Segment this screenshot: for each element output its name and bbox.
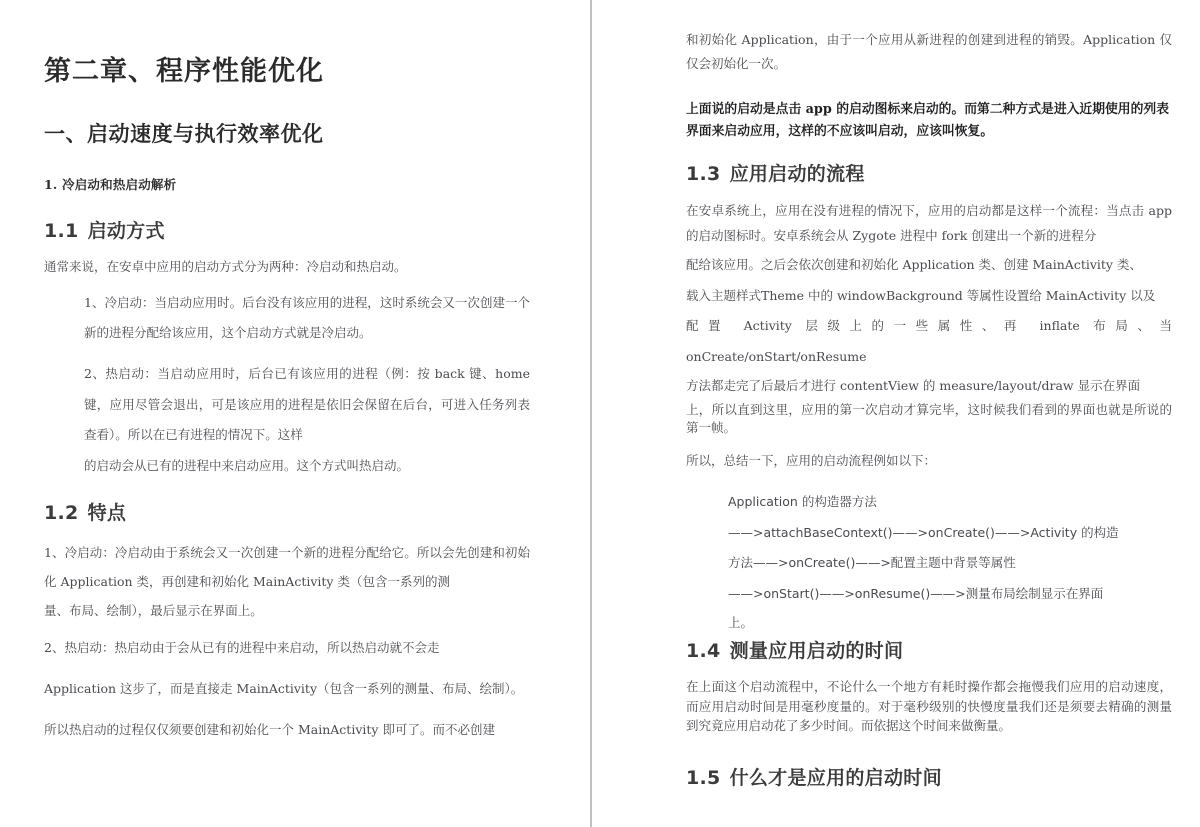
heading-1-2-text: 特点 (87, 501, 127, 524)
heading-1-5-text: 什么才是应用的启动时间 (729, 766, 942, 789)
paragraph-hot-start-definition-cont: 的启动会从已有的进程中来启动应用。这个方式叫热启动。 (84, 457, 410, 473)
paragraph-bold-recovery-note: 上面说的启动是点击 app 的启动图标来启动的。而第二种方式是进入近期使用的列表界面来启动应用，这样的不应该叫启动，应该叫恢复。 (686, 101, 1169, 140)
paragraph-startup-flow-c: 载入主题样式Theme 中的 windowBackground 等属性设置给 MainActivity 以及 (686, 287, 1156, 303)
heading-1-2 (44, 501, 530, 526)
heading-1-1-number: 1.1 (44, 219, 79, 242)
paragraph-hot-start-definition: 2、热启动：当启动应用时，后台已有该应用的进程（例：按 back 键、home 键，应用尽管会退出，可是该应用的进程是依旧会保留在后台，可进入任务列表查看）。所以在已有进程的情况下。这样 (84, 365, 530, 443)
heading-1-5 (686, 766, 1172, 791)
section-title: 一、启动速度与执行效率优化 (44, 121, 324, 147)
paragraph-startup-flow-f: 上，所以直到这里，应用的第一次启动才算完毕，这时候我们看到的界面也就是所说的第一帧。 (686, 401, 1172, 436)
heading-1-3-number: 1.3 (686, 162, 721, 185)
paragraph-hot-start-feature: 2、热启动：热启动由于会从已有的进程中来启动，所以热启动就不会走 (44, 639, 440, 655)
paragraph-cold-start-feature: 1、冷启动：冷启动由于系统会又一次创建一个新的进程分配给它。所以会先创建和初始化 Application 类，再创建和初始化 MainActivity 类（包含一系列的测 (44, 544, 530, 590)
right-page-column (592, 0, 1200, 827)
paragraph-startup-modes-intro: 通常来说，在安卓中应用的启动方式分为两种：冷启动和热启动。 (44, 259, 407, 275)
chapter-title: 第二章、程序性能优化 (44, 56, 324, 87)
heading-1-4-number: 1.4 (686, 639, 721, 662)
flow-line: 上。 (728, 614, 754, 630)
paragraph-cold-start-feature-cont: 量、布局、绘制），最后显示在界面上。 (44, 603, 263, 619)
paragraph-cold-start-definition: 1、冷启动：当启动应用时。后台没有该应用的进程，这时系统会又一次创建一个新的进程分配给该应用，这个启动方式就是冷启动。 (84, 294, 530, 341)
heading-1-2-number: 1.2 (44, 501, 79, 524)
flow-line: Application 的构造器方法 (728, 494, 877, 510)
heading-1-5-number: 1.5 (686, 766, 721, 789)
paragraph-hot-start-feature-cont-1: Application 这步了，而是直接走 MainActivity（包含一系列的测量、布局、绘制）。 (44, 680, 524, 696)
paragraph-startup-flow-summary: 所以，总结一下，应用的启动流程例如以下： (686, 453, 937, 469)
paragraph-startup-flow-e: 方法都走完了后最后才进行 contentView 的 measure/layout/draw 显示在界面 (686, 377, 1141, 393)
flow-line: 方法——>onCreate()——>配置主题中背景等属性 (728, 555, 1016, 571)
startup-flow-diagram (728, 487, 1172, 635)
paragraph-hot-start-feature-cont-2: 所以热启动的过程仅仅须要创建和初始化一个 MainActivity 即可了。而不必创建 (44, 722, 495, 738)
heading-1-1-text: 启动方式 (87, 219, 165, 242)
heading-1-4-text: 测量应用启动的时间 (729, 639, 904, 662)
subsection-title: 1. 冷启动和热启动解析 (44, 176, 177, 192)
paragraph-startup-flow-a: 在安卓系统上，应用在没有进程的情况下，应用的启动都是这样一个流程：当点击 app 的启动图标时。安卓系统会从 Zygote 进程中 fork 创建出一个新的进程分 (686, 203, 1172, 244)
paragraph-application-init-continued: 和初始化 Application，由于一个应用从新进程的创建到进程的销毁。Application 仅仅会初始化一次。 (686, 32, 1172, 72)
paragraph-measure-startup-time: 在上面这个启动流程中，不论什么一个地方有耗时操作都会拖慢我们应用的启动速度，而应用启动时间是用毫秒度量的。对于毫秒级别的快慢度量我们还是须要去精确的测量到究竟应用启动花了多少时间。而依据这个时间来做衡量。 (686, 679, 1172, 734)
flow-line: ——>attachBaseContext()——>onCreate()——>Activity 的构造 (728, 524, 1119, 540)
left-page-column (0, 0, 590, 827)
heading-1-4 (686, 639, 1172, 664)
flow-line: ——>onStart()——>onResume()——>测量布局绘制显示在界面 (728, 586, 1104, 602)
heading-1-3 (686, 162, 1172, 187)
heading-1-1 (44, 219, 530, 244)
paragraph-startup-flow-d: 配置 Activity 层级上的一些属性、再 inflate 布局、当 onCreate/onStart/onResume (686, 318, 1172, 365)
paragraph-startup-flow-b: 配给该应用。之后会依次创建和初始化 Application 类、创建 MainActivity 类、 (686, 257, 1142, 273)
heading-1-3-text: 应用启动的流程 (729, 162, 865, 185)
